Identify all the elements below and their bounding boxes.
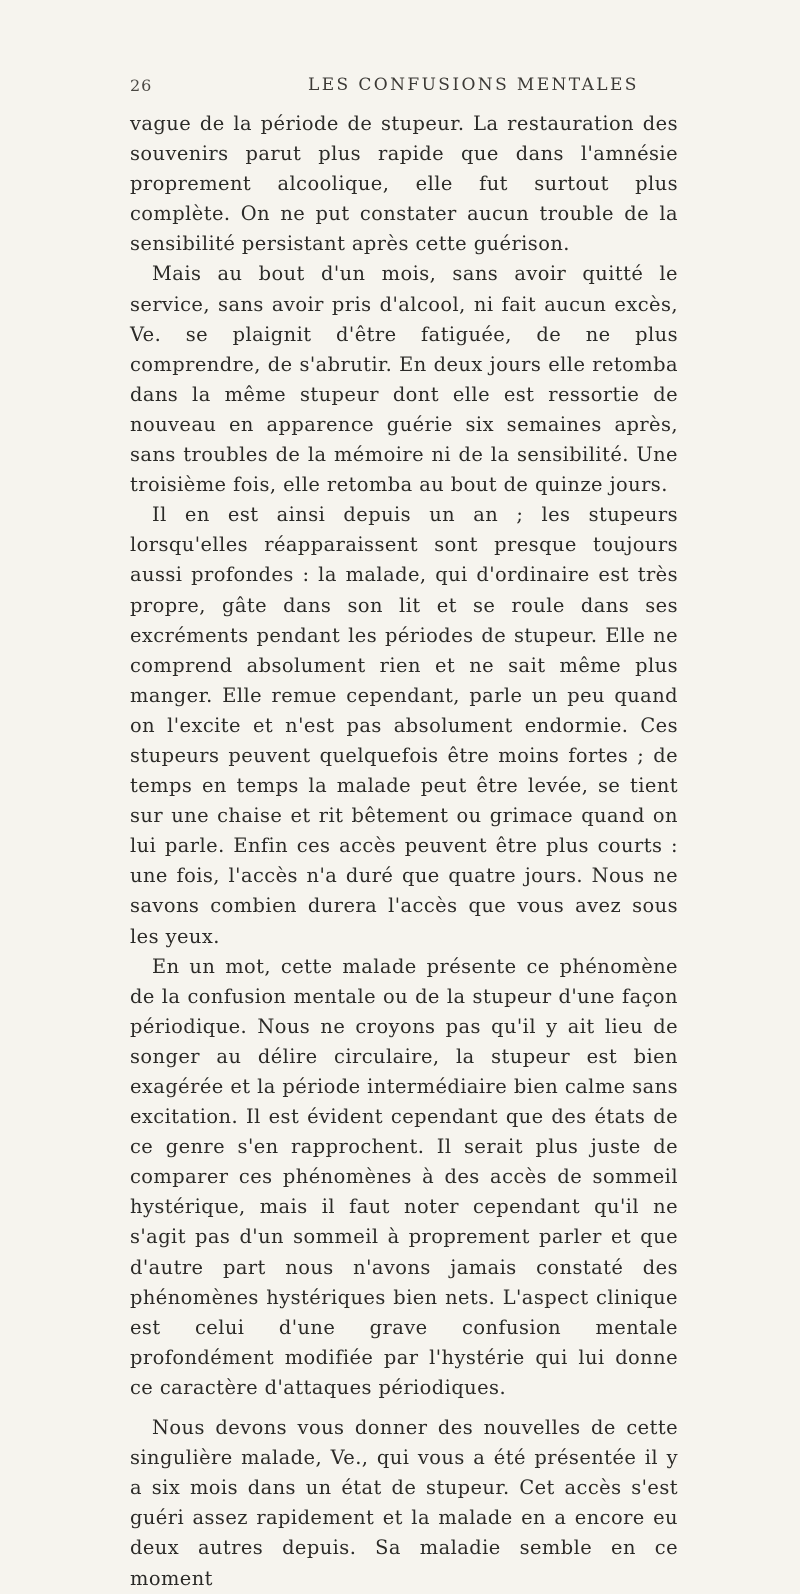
paragraph-5: Nous devons vous donner des nouvelles de cette singulière malade, Ve., qui vous a été présentée il y a six mois dans un état de stupeur. Cet accès s'est guéri assez rapidement et la malade en a encore eu deux autres depuis. Sa maladie semble en ce moment: [130, 1416, 678, 1590]
running-header: [0, 70, 800, 100]
page-number: 26: [130, 76, 153, 95]
paragraph-1: vague de la période de stupeur. La restauration des souvenirs parut plus rapide que dans l'amnésie proprement alcoolique, elle fut surtout plus complète. On ne put constater aucun trouble de la sensibilité persistant après cette guérison.: [130, 112, 678, 256]
paragraph-4: En un mot, cette malade présente ce phénomène de la confusion mentale ou de la stupeur d'une façon périodique. Nous ne croyons pas qu'il y ait lieu de songer au délire circulaire, la stupeur est bien exagérée et la période intermédiaire bien calme sans excitation. Il est évident cependant que des états de ce genre s'en rapprochent. Il serait plus juste de comparer ces phénomènes à des accès de sommeil hystérique, mais il faut noter cependant qu'il ne s'agit pas d'un sommeil à proprement parler et que d'autre part nous n'avons jamais constaté des phénomènes hystériques bien nets. L'aspect clinique est celui d'une grave confusion mentale profondément modifiée par l'hystérie qui lui donne ce caractère d'attaques périodiques.: [130, 954, 678, 1399]
paragraph-3: Il en est ainsi depuis un an ; les stupeurs lorsqu'elles réapparaissent sont presque toujours aussi profondes : la malade, qui d'ordinaire est très propre, gâte dans son lit et se roule dans ses excréments pendant les périodes de stupeur. Elle ne comprend absolument rien et ne sait même plus manger. Elle remue cependant, parle un peu quand on l'excite et n'est pas absolument endormie. Ces stupeurs peuvent quelquefois être moins fortes ; de temps en temps la malade peut être levée, se tient sur une chaise et rit bêtement ou grimace quand on lui parle. Enfin ces accès peuvent être plus courts : une fois, l'accès n'a duré que quatre jours. Nous ne savons combien durera l'accès que vous avez sous les yeux.: [130, 503, 678, 948]
paragraph-2: Mais au bout d'un mois, sans avoir quitté le service, sans avoir pris d'alcool, ni fait aucun excès, Ve. se plaignit d'être fatiguée, de ne plus comprendre, de s'abrutir. En deux jours elle retomba dans la même stupeur dont elle est ressortie de nouveau en apparence guérie six semaines après, sans troubles de la mémoire ni de la sensibilité. Une troisième fois, elle retomba au bout de quinze jours.: [130, 262, 678, 497]
body-text: [130, 109, 678, 1594]
running-title: LES CONFUSIONS MENTALES: [308, 75, 639, 95]
